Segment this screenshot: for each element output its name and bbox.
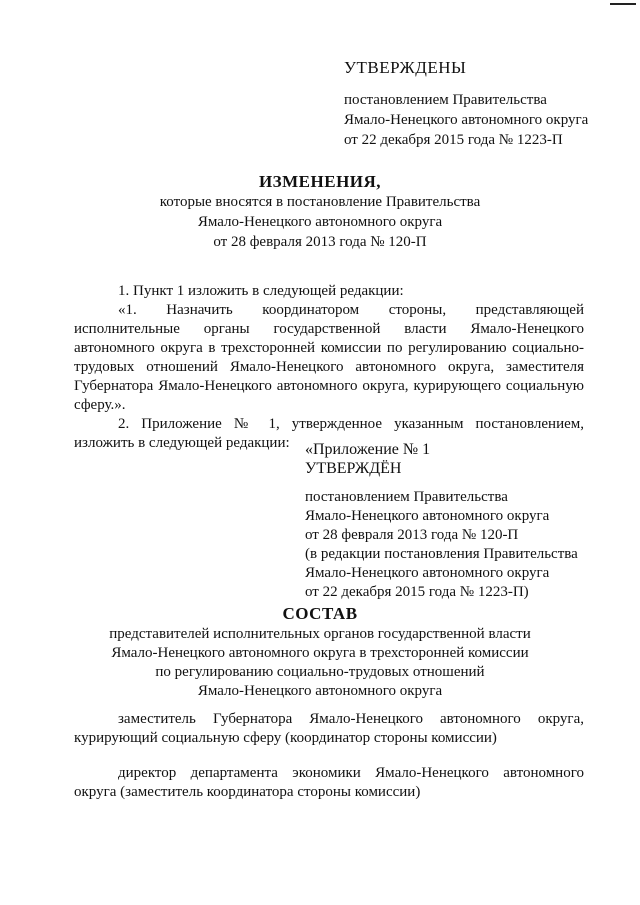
- approval-line: Ямало-Ненецкого автономного округа: [344, 112, 589, 128]
- composition-line: Ямало-Ненецкого автономного округа в трехсторонней комиссии: [111, 645, 529, 661]
- member-entry: [74, 710, 584, 748]
- scan-mark: [610, 3, 636, 5]
- appendix-line: постановлением Правительства: [305, 489, 508, 505]
- approval-heading: УТВЕРЖДЕНЫ: [344, 58, 467, 77]
- appendix-stamp: [305, 440, 578, 602]
- document-body: [74, 282, 584, 453]
- member-text: заместитель Губернатора Ямало-Ненецкого автономного округа, курирующий социальную сферу (координатор стороны комиссии): [74, 711, 584, 746]
- composition-line: по регулированию социально-трудовых отношений: [155, 664, 485, 680]
- appendix-line: (в редакции постановления Правительства: [305, 546, 578, 562]
- appendix-approved: УТВЕРЖДЁН: [305, 460, 402, 477]
- appendix-title: «Приложение № 1: [305, 441, 431, 458]
- paragraph-3: 2. Приложение № 1, утвержденное указанным постановлением, изложить в следующей редакции:: [74, 416, 584, 451]
- changes-line: Ямало-Ненецкого автономного округа: [197, 214, 443, 230]
- composition-header: [0, 604, 640, 701]
- paragraph-2: «1. Назначить координатором стороны, представляющей исполнительные органы государственной власти Ямало-Ненецкого автономного округа в трехсторонней комиссии по регулированию социально-трудовых отношений Ямало-Ненецкого автономного округа, заместителя Губернатора Ямало-Ненецкого автономного округа, курирующего социальную сферу.».: [74, 302, 584, 413]
- approval-line: от 22 декабря 2015 года № 1223-П: [344, 132, 563, 148]
- paragraph-1: 1. Пункт 1 изложить в следующей редакции:: [118, 283, 404, 299]
- appendix-line: Ямало-Ненецкого автономного округа: [305, 565, 550, 581]
- changes-header: [0, 172, 640, 252]
- composition-line: представителей исполнительных органов государственной власти: [109, 626, 531, 642]
- composition-title: СОСТАВ: [282, 604, 358, 623]
- approval-line: постановлением Правительства: [344, 92, 547, 108]
- member-entry: [74, 764, 584, 802]
- appendix-line: от 28 февраля 2013 года № 120-П: [305, 527, 519, 543]
- appendix-heading-block: [305, 440, 578, 478]
- changes-title: ИЗМЕНЕНИЯ,: [258, 172, 382, 191]
- composition-line: Ямало-Ненецкого автономного округа: [197, 683, 443, 699]
- appendix-line: от 22 декабря 2015 года № 1223-П): [305, 584, 529, 600]
- changes-line: которые вносятся в постановление Правительства: [159, 194, 481, 210]
- changes-line: от 28 февраля 2013 года № 120-П: [213, 234, 427, 250]
- appendix-line: Ямало-Ненецкого автономного округа: [305, 508, 550, 524]
- approval-stamp: [344, 58, 588, 150]
- member-text: директор департамента экономики Ямало-Ненецкого автономного округа (заместитель координатора стороны комиссии): [74, 765, 584, 800]
